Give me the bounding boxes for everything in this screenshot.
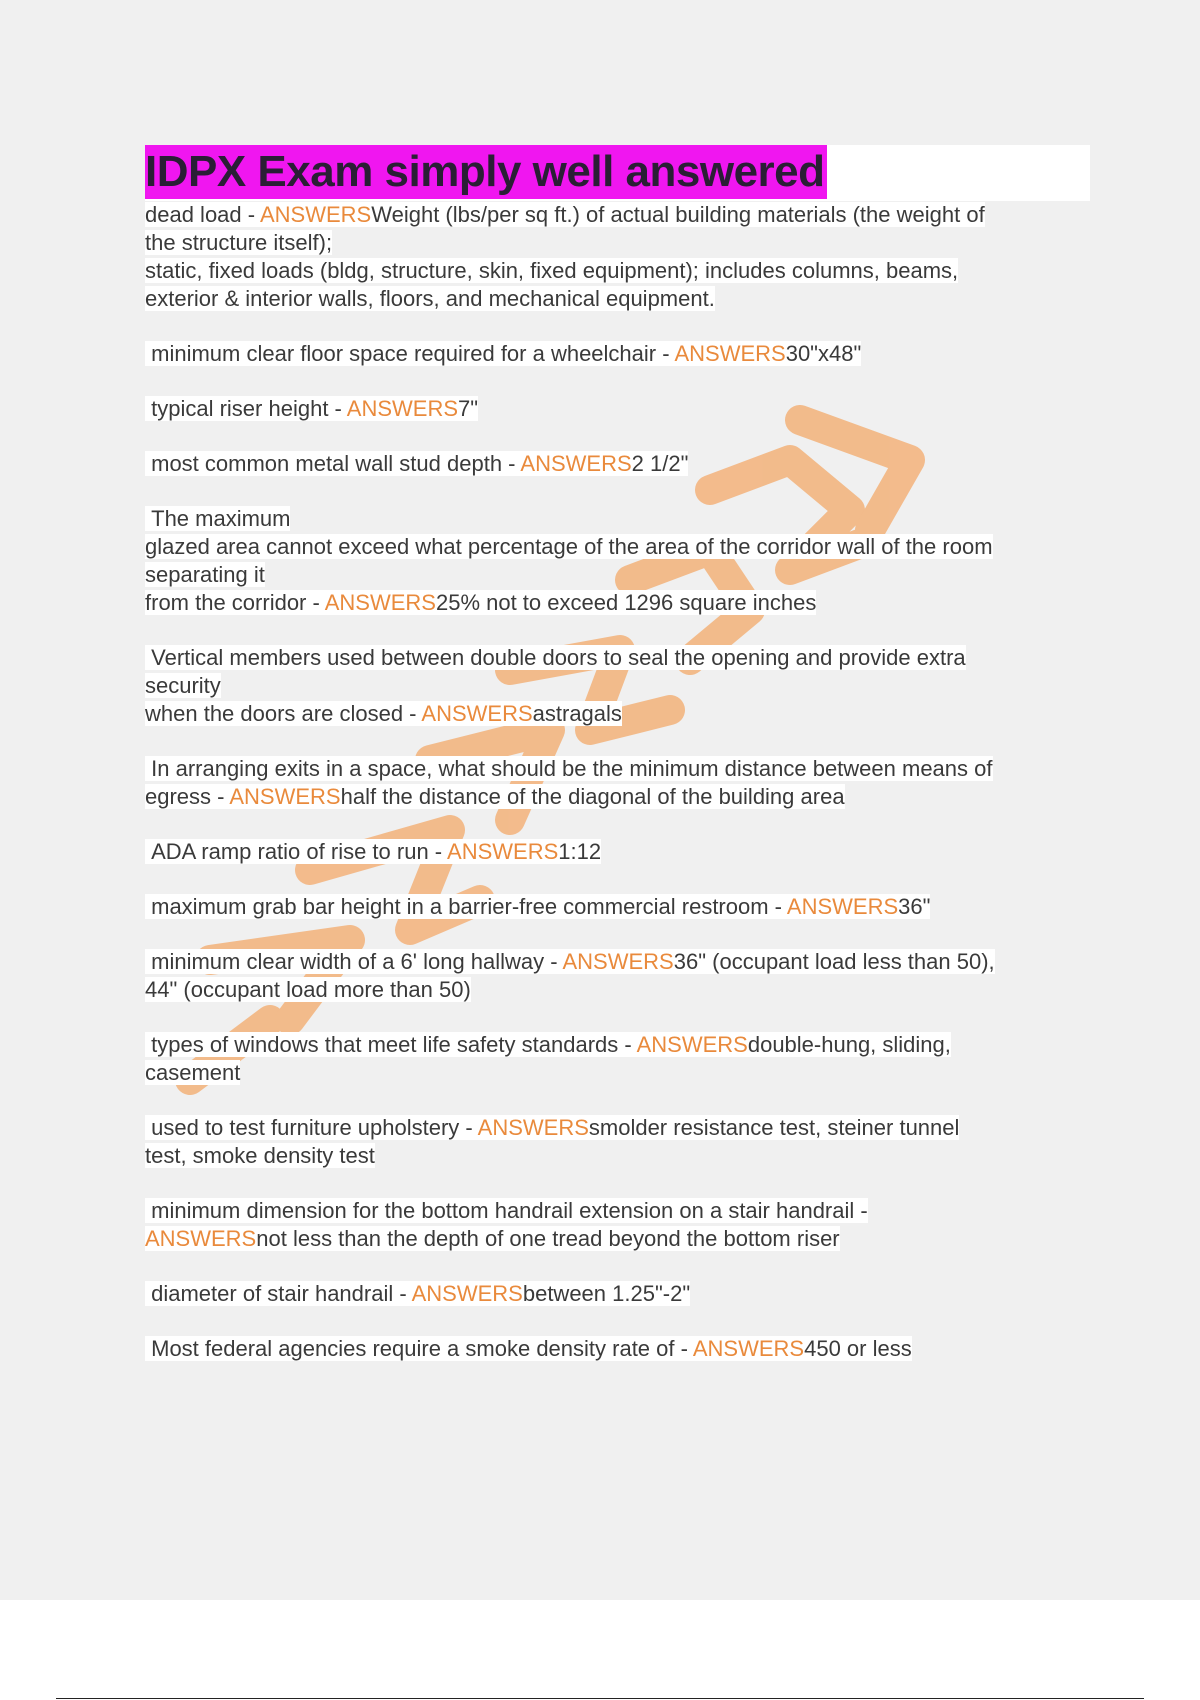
- question-text: diameter of stair handrail -: [145, 1281, 412, 1306]
- answer-text: between 1.25"-2": [522, 1281, 691, 1306]
- title-bar: [145, 145, 1090, 201]
- answers-tag: ANSWERS: [477, 1115, 589, 1140]
- answer-text: 2 1/2": [631, 451, 689, 476]
- qa-item: [145, 644, 1090, 728]
- answers-tag: ANSWERS: [447, 839, 559, 864]
- answers-tag: ANSWERS: [411, 1281, 523, 1306]
- answers-tag: ANSWERS: [692, 1336, 805, 1361]
- answers-tag: ANSWERS: [229, 784, 341, 809]
- answers-tag: ANSWERS: [324, 590, 436, 615]
- question-text: Most federal agencies require a smoke density rate of -: [145, 1336, 693, 1361]
- question-text: minimum dimension for the bottom handrail extension on a stair handrail -: [145, 1198, 868, 1223]
- qa-item: [145, 838, 1090, 866]
- qa-item: [145, 1280, 1090, 1308]
- answers-tag: ANSWERS: [520, 451, 632, 476]
- document-content: [145, 145, 1090, 1363]
- answer-text: 25% not to exceed 1296 square inches: [435, 590, 817, 615]
- answer-text: Weight (lbs/per sq ft.) of actual building materials (the weight of the structure itself); static, fixed loads (bldg, structure, skin, fixed equipment); includes columns, beams, exterior & interior walls, floors, and mechanical equipment.: [145, 202, 985, 311]
- answers-tag: ANSWERS: [562, 949, 674, 974]
- question-text: most common metal wall stud depth -: [145, 451, 521, 476]
- answer-text: 7": [458, 396, 479, 421]
- answer-text: half the distance of the diagonal of the building area: [340, 784, 845, 809]
- qa-item: [145, 893, 1090, 921]
- answers-tag: ANSWERS: [346, 396, 459, 421]
- qa-item: [145, 1335, 1090, 1363]
- qa-item: [145, 1031, 1090, 1087]
- qa-item: [145, 1114, 1090, 1170]
- question-text: maximum grab bar height in a barrier-free commercial restroom -: [145, 894, 787, 919]
- question-text: typical riser height -: [145, 396, 347, 421]
- answers-tag: ANSWERS: [259, 202, 372, 227]
- qa-item: [145, 450, 1090, 478]
- question-text: dead load -: [145, 202, 260, 227]
- answers-tag: ANSWERS: [145, 1226, 257, 1251]
- question-text: types of windows that meet life safety standards -: [145, 1032, 637, 1057]
- answers-tag: ANSWERS: [421, 701, 533, 726]
- answer-text: 1:12: [558, 839, 602, 864]
- question-text: Vertical members used between double doors to seal the opening and provide extra security when the doors are closed -: [145, 645, 966, 726]
- answers-tag: ANSWERS: [786, 894, 899, 919]
- qa-item: [145, 755, 1090, 811]
- answer-text: not less than the depth of one tread beyond the bottom riser: [256, 1226, 840, 1251]
- qa-item: [145, 505, 1090, 617]
- answer-text: 36" (occupant load less than 50), 44" (occupant load more than 50): [145, 949, 995, 1002]
- answer-text: astragals: [532, 701, 622, 726]
- qa-item: [145, 340, 1090, 368]
- question-text: ADA ramp ratio of rise to run -: [145, 839, 448, 864]
- document-title: IDPX Exam simply well answered: [145, 145, 827, 199]
- answers-tag: ANSWERS: [674, 341, 786, 366]
- question-text: minimum clear width of a 6' long hallway -: [145, 949, 563, 974]
- qa-item: [145, 395, 1090, 423]
- answers-tag: ANSWERS: [636, 1032, 748, 1057]
- answer-text: 30"x48": [785, 341, 862, 366]
- qa-item: [145, 201, 1090, 313]
- answer-text: double-hung, sliding, casement: [145, 1032, 951, 1085]
- qa-item: [145, 1197, 1090, 1253]
- question-text: In arranging exits in a space, what should be the minimum distance between means of egress -: [145, 756, 993, 809]
- qa-item: [145, 948, 1090, 1004]
- answer-text: smolder resistance test, steiner tunnel test, smoke density test: [145, 1115, 960, 1168]
- footer-divider: [56, 1698, 1144, 1699]
- question-text: used to test furniture upholstery -: [145, 1115, 478, 1140]
- answer-text: 450 or less: [804, 1336, 912, 1361]
- question-text: The maximum glazed area cannot exceed what percentage of the area of the corridor wall of the room separating it from the corridor -: [145, 506, 993, 615]
- qa-list: [145, 201, 1090, 1363]
- answer-text: 36": [898, 894, 931, 919]
- question-text: minimum clear floor space required for a wheelchair -: [145, 341, 675, 366]
